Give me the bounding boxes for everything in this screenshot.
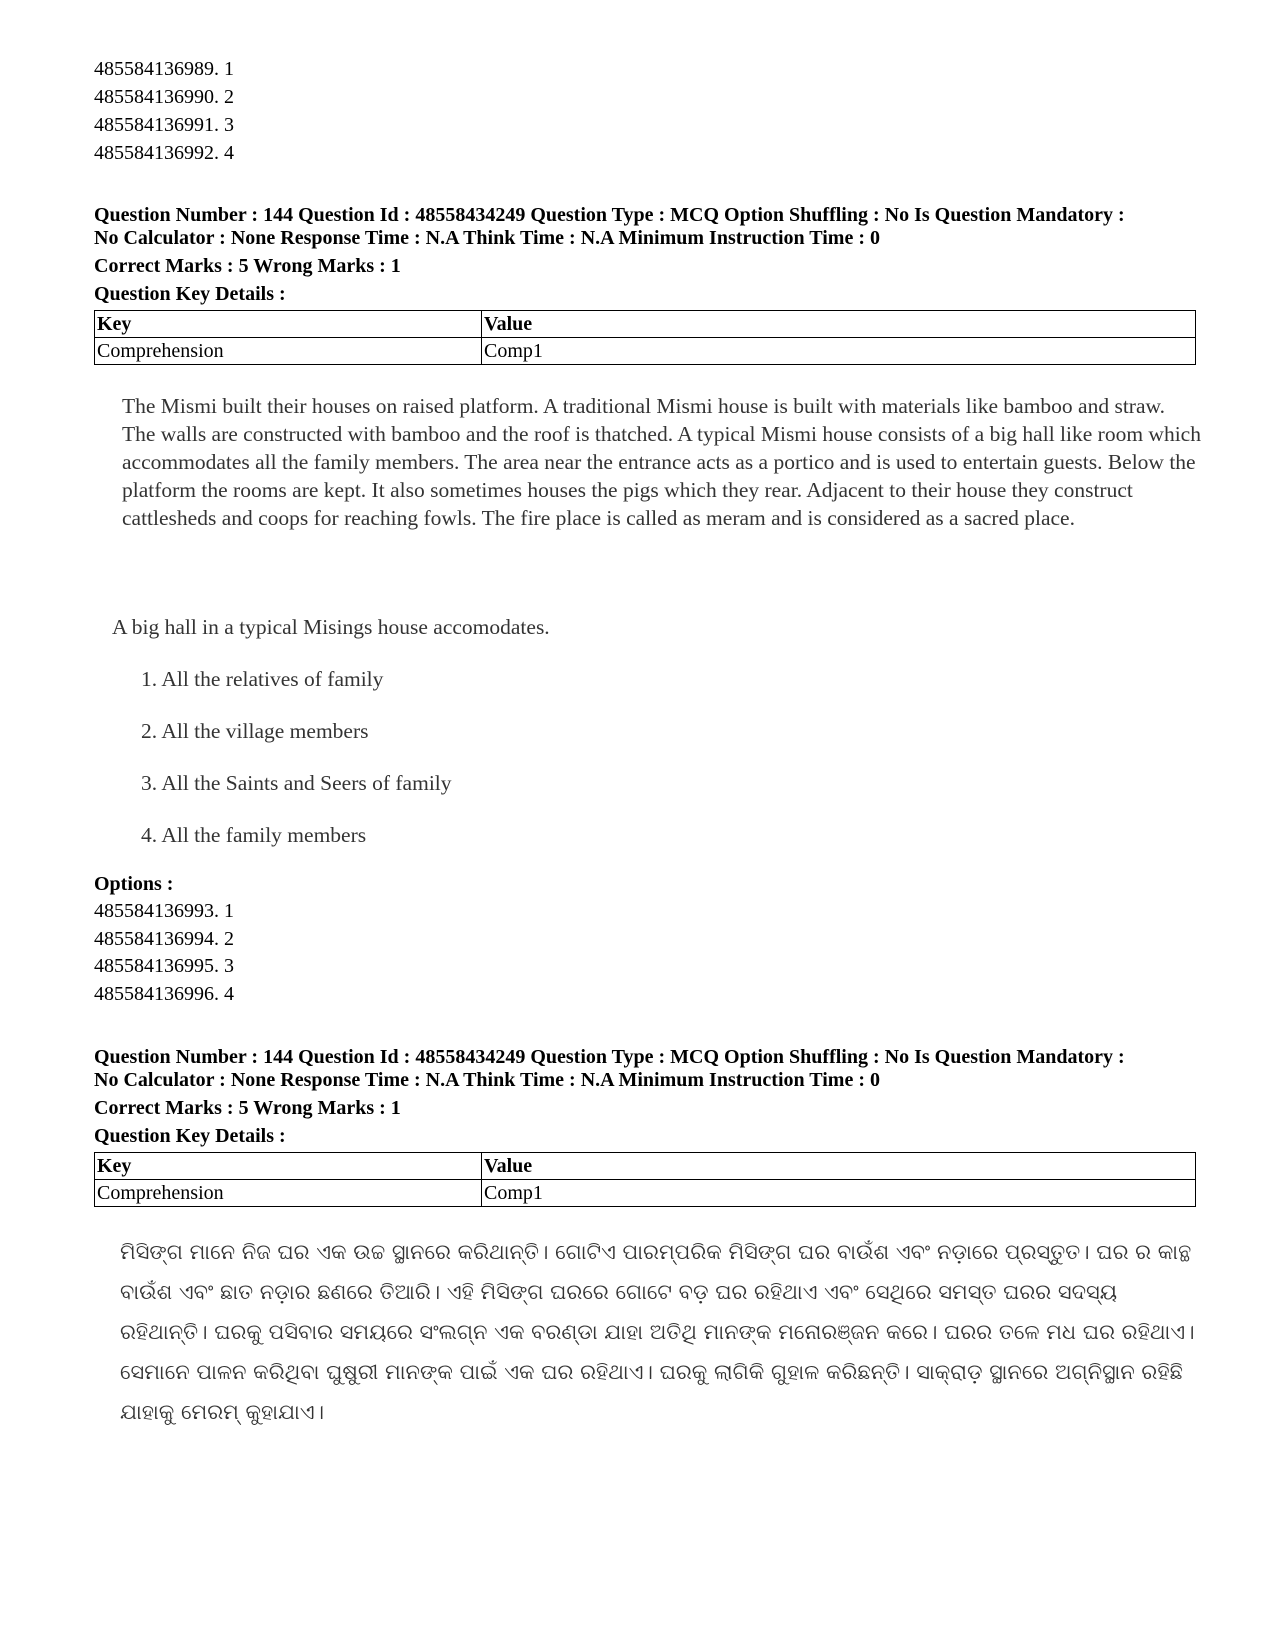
option-line: 485584136996. 4	[94, 983, 234, 1005]
table-header-key: Key	[95, 311, 482, 338]
table-row	[95, 1180, 1196, 1207]
table-header-row	[95, 311, 1196, 338]
table-header-key: Key	[95, 1153, 482, 1180]
option-line: 485584136991. 3	[94, 114, 234, 136]
table-cell-key: Comprehension	[95, 338, 482, 365]
answer-choice: 4. All the family members	[141, 823, 367, 847]
question-stem: A big hall in a typical Misings house accomodates.	[112, 615, 550, 639]
passage-text: The Mismi built their houses on raised platform. A traditional Mismi house is built with materials like bamboo and straw. The walls are constructed with bamboo and the roof is thatched. A typical Mismi house consists of a big hall like room which accommodates all the family members. The area near the entrance acts as a portico and is used to entertain guests. Below the platform the rooms are kept. It also sometimes houses the pigs which they rear. Adjacent to their house they construct cattlesheds and coops for reaching fowls. The fire place is called as meram and is considered as a sacred place.	[122, 394, 1201, 530]
marks-line: Correct Marks : 5 Wrong Marks : 1	[94, 1097, 401, 1119]
table-header-value: Value	[482, 1153, 1196, 1180]
table-header-row	[95, 1153, 1196, 1180]
answer-choice: 2. All the village members	[141, 719, 369, 743]
key-details-label: Question Key Details :	[94, 283, 286, 305]
question-header-line2: No Calculator : None Response Time : N.A Think Time : N.A Minimum Instruction Time : 0	[94, 227, 880, 249]
key-details-table	[94, 310, 1196, 365]
comprehension-passage-odia	[120, 1232, 1200, 1432]
key-details-table	[94, 1152, 1196, 1207]
passage-text-odia: ମିସିଙ୍ଗ ମାନେ ନିଜ ଘର ଏକ ଉଚ୍ଚ ସ୍ଥାନରେ କରିଥାନ୍ତି। ଗୋଟିଏ ପାରମ୍ପରିକ ମିସିଙ୍ଗ ଘର ବାଉଁଶ ଏବଂ ନଡ଼ାରେ ପ୍ରସ୍ତୁତ। ଘର ର କାନ୍ଥ ବାଉଁଶ ଏବଂ ଛାତ ନଡ଼ାର ଛଣରେ ତିଆରି। ଏହି ମିସିଙ୍ଗ ଘରରେ ଗୋଟେ ବଡ଼ ଘର ରହିଥାଏ ଏବଂ ସେଥିରେ ସମସ୍ତ ଘରର ସଦସ୍ୟ ରହିଥାନ୍ତି। ଘରକୁ ପସିବାର ସମୟରେ ସଂଲଗ୍ନ ଏକ ବରଣ୍ଡା ଯାହା ଅତିଥି ମାନଙ୍କ ମନୋରଞ୍ଜନ କରେ। ଘରର ତଳେ ମଧ ଘର ରହିଥାଏ। ସେମାନେ ପାଳନ କରିଥିବା ଘୁଷୁରୀ ମାନଙ୍କ ପାଇଁ ଏକ ଘର ରହିଥାଏ। ଘରକୁ ଲାଗିକି ଗୁହାଳ କରିଛନ୍ତି। ସାକ୍ରାଡ଼ ସ୍ଥାନରେ ଅଗ୍ନିସ୍ଥାନ ରହିଛି ଯାହାକୁ ମେରମ୍ କୁହାଯାଏ।	[120, 1240, 1195, 1424]
table-cell-value: Comp1	[482, 338, 1196, 365]
option-line: 485584136995. 3	[94, 955, 234, 977]
option-line: 485584136994. 2	[94, 928, 234, 950]
question-header-line1: Question Number : 144 Question Id : 48558434249 Question Type : MCQ Option Shuffling : No Is Question Mandatory :	[94, 1046, 1125, 1068]
table-row	[95, 338, 1196, 365]
option-line: 485584136992. 4	[94, 142, 234, 164]
comprehension-passage	[122, 392, 1202, 532]
option-line: 485584136990. 2	[94, 86, 234, 108]
answer-choice: 3. All the Saints and Seers of family	[141, 771, 452, 795]
question-header-line1: Question Number : 144 Question Id : 48558434249 Question Type : MCQ Option Shuffling : No Is Question Mandatory :	[94, 204, 1125, 226]
key-details-label: Question Key Details :	[94, 1125, 286, 1147]
answer-choice: 1. All the relatives of family	[141, 667, 384, 691]
table-cell-key: Comprehension	[95, 1180, 482, 1207]
question-header-line2: No Calculator : None Response Time : N.A Think Time : N.A Minimum Instruction Time : 0	[94, 1069, 880, 1091]
marks-line: Correct Marks : 5 Wrong Marks : 1	[94, 255, 401, 277]
option-line: 485584136989. 1	[94, 58, 234, 80]
table-header-value: Value	[482, 311, 1196, 338]
option-line: 485584136993. 1	[94, 900, 234, 922]
table-cell-value: Comp1	[482, 1180, 1196, 1207]
options-label: Options :	[94, 873, 174, 895]
